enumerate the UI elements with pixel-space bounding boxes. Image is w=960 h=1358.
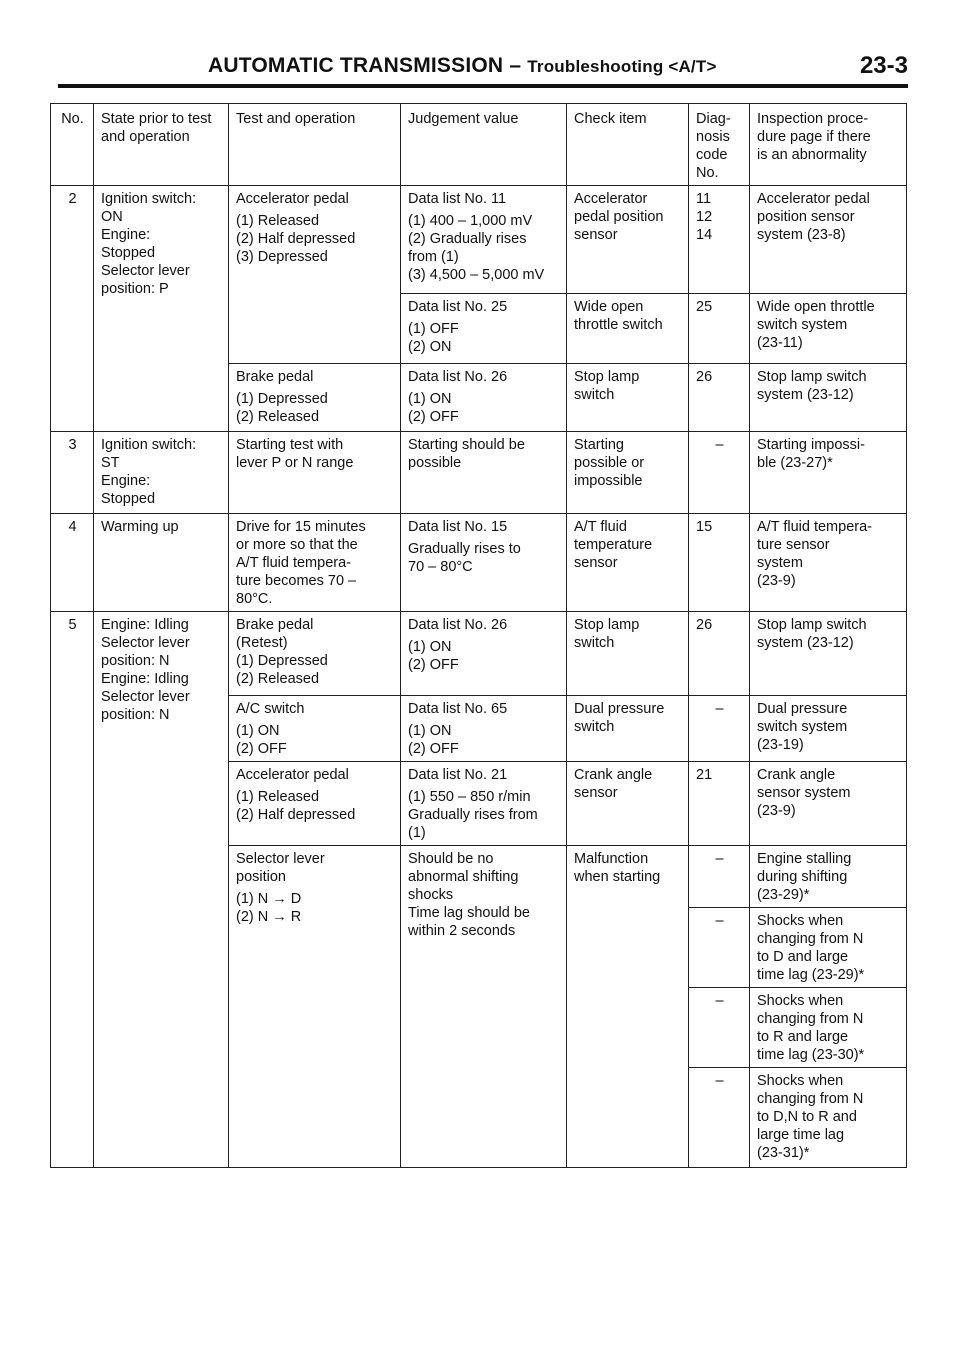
judgement-value-cell [401,762,567,846]
cell-line: Starting should be [408,437,525,453]
check-item-cell [567,612,689,696]
judgement-value-cell [401,846,567,1168]
cell-line: Accelerator pedal [236,767,349,783]
check-item-cell [567,294,689,364]
cell-line: 25 [696,299,713,315]
title-main: AUTOMATIC TRANSMISSION [208,54,504,77]
cell-line: (23-31)* [757,1145,810,1161]
cell-line: throttle switch [574,317,663,333]
cell-line: (23-29)* [757,887,810,903]
cell-line: Data list No. 65 [408,701,508,717]
cell-line: Data list No. 26 [408,617,508,633]
cell-line: (2) OFF [236,741,287,757]
cell-line: Accelerator [574,191,648,207]
column-header-check-item [567,104,689,186]
troubleshooting-table [50,103,907,1168]
cell-line: Ignition switch: [101,437,197,453]
test-operation-cell [229,612,401,696]
cell-line: changing from N [757,1011,864,1027]
cell-line: ST [101,455,120,471]
column-header-no: No. [51,104,94,186]
inspection-page-cell [750,612,907,696]
cell-line: (1) Depressed [236,391,328,407]
inspection-page-cell [750,1068,907,1168]
cell-line: Gradually rises to [408,541,521,557]
cell-line: switch [574,719,615,735]
test-operation-cell [229,762,401,846]
cell-line: to D,N to R and [757,1109,857,1125]
row-number: 5 [51,612,94,1168]
cell-line: Selector lever [101,689,190,705]
cell-line: Starting impossi- [757,437,865,453]
cell-line: 11 [696,191,712,207]
check-item-cell [567,514,689,612]
row-number: 4 [51,514,94,612]
cell-line: during shifting [757,869,848,885]
cell-line: Crank angle [757,767,836,783]
cell-line: Time lag should be [408,905,530,921]
cell-line: – [715,913,724,929]
cell-line: A/T fluid tempera- [236,555,351,571]
cell-line: A/T fluid tempera- [757,519,872,535]
cell-line: possible [408,455,462,471]
cell-line: (2) ON [408,339,452,355]
diagnosis-code-cell [689,364,750,432]
cell-line: to R and large [757,1029,849,1045]
test-operation-cell [229,186,401,364]
cell-line: (2) OFF [408,409,459,425]
cell-line: 26 [696,369,713,385]
cell-line: ture sensor [757,537,830,553]
cell-line: Engine: [101,473,151,489]
cell-line: Data list No. 25 [408,299,508,315]
cell-line: nosis [696,129,730,145]
cell-line: (2) Gradually rises [408,231,527,247]
cell-line: Judgement value [408,111,519,127]
diagnosis-code-cell [689,696,750,762]
cell-line: temperature [574,537,653,553]
judgement-value-cell [401,186,567,294]
cell-line: (1) OFF [408,321,459,337]
cell-line: lever P or N range [236,455,354,471]
cell-line: (1) ON [408,391,452,407]
cell-line: position: P [101,281,169,297]
cell-line: (3) Depressed [236,249,328,265]
cell-line: Data list No. 11 [408,191,507,207]
cell-line: Diag- [696,111,731,127]
inspection-page-cell [750,294,907,364]
cell-line: (2) Half depressed [236,231,356,247]
page-title [208,54,717,78]
diagnosis-code-cell [689,294,750,364]
cell-line: within 2 seconds [408,923,516,939]
cell-line: Engine: Idling [101,617,189,633]
cell-line: (2) Released [236,671,320,687]
cell-line: large time lag [757,1127,845,1143]
cell-line: Wide open [574,299,644,315]
cell-line: Selector lever [101,263,190,279]
table-row [51,432,907,514]
cell-line: when starting [574,869,661,885]
diagnosis-code-cell [689,612,750,696]
diagnosis-code-cell [689,988,750,1068]
diagnosis-code-cell [689,432,750,514]
cell-line: (1) ON [408,723,452,739]
cell-line: time lag (23-30)* [757,1047,865,1063]
check-item-cell [567,846,689,1168]
cell-line: Accelerator pedal [757,191,870,207]
cell-line: 14 [696,227,713,243]
cell-line: (2) OFF [408,741,459,757]
diagnosis-code-cell [689,908,750,988]
test-operation-cell [229,696,401,762]
cell-line: Starting [574,437,624,453]
title-subtitle: Troubleshooting <A/T> [527,57,717,76]
check-item-cell [567,696,689,762]
cell-line: sensor [574,555,618,571]
table-row [51,186,907,294]
header-row [51,104,907,186]
cell-line: – [715,1073,724,1089]
cell-line: dure page if there [757,129,871,145]
row-number: 3 [51,432,94,514]
test-operation-cell [229,514,401,612]
cell-line: shocks [408,887,454,903]
cell-line: (23-11) [757,335,803,351]
cell-line: position [236,869,286,885]
cell-line: system [757,555,803,571]
column-header-test [229,104,401,186]
cell-line: switch system [757,719,848,735]
cell-line: Should be no [408,851,494,867]
inspection-page-cell [750,364,907,432]
column-header-inspection-page [750,104,907,186]
check-item-cell [567,186,689,294]
cell-line: Dual pressure [757,701,848,717]
cell-line: switch system [757,317,848,333]
cell-line: system (23-8) [757,227,846,243]
diagnosis-code-cell [689,514,750,612]
judgement-value-cell [401,432,567,514]
state-prior-cell [94,432,229,514]
cell-line: ON [101,209,123,225]
cell-line: (1) Released [236,789,320,805]
cell-line: possible or [574,455,645,471]
state-prior-cell [94,514,229,612]
cell-line: code [696,147,728,163]
judgement-value-cell [401,514,567,612]
cell-line: Engine: [101,227,151,243]
page-header [58,50,908,90]
cell-line: from (1) [408,249,459,265]
inspection-page-cell [750,696,907,762]
cell-line: (23-19) [757,737,804,753]
cell-line: – [715,851,724,867]
cell-line: system (23-12) [757,635,854,651]
cell-line: sensor [574,785,618,801]
state-prior-cell [94,186,229,432]
table-row [51,514,907,612]
row-number: 2 [51,186,94,432]
diagnosis-code-cell [689,846,750,908]
table-row [51,612,907,696]
cell-line: (23-9) [757,803,796,819]
cell-line: (3) 4,500 – 5,000 mV [408,267,545,283]
cell-line: – [715,701,724,717]
cell-line: – [715,993,724,1009]
cell-line: (2) N → R [236,909,302,925]
title-separator: – [503,54,528,77]
inspection-page-cell [750,762,907,846]
cell-line: Data list No. 15 [408,519,508,535]
cell-line: 70 – 80°C [408,559,473,575]
cell-line: No. [696,165,719,181]
cell-line: Shocks when [757,1073,844,1089]
cell-line: (2) OFF [408,657,459,673]
cell-line: Stopped [101,245,156,261]
test-operation-cell [229,432,401,514]
cell-line: (1) Depressed [236,653,328,669]
cell-line: (1) N → D [236,891,302,907]
inspection-page-cell [750,432,907,514]
column-header-judgement [401,104,567,186]
cell-line: Stop lamp switch [757,617,867,633]
cell-line: Data list No. 26 [408,369,508,385]
cell-line: Engine stalling [757,851,852,867]
cell-line: (2) Released [236,409,320,425]
check-item-cell [567,762,689,846]
cell-line: (1) [408,825,426,841]
cell-line: (1) ON [408,639,452,655]
cell-line: or more so that the [236,537,358,553]
cell-line: Stop lamp [574,617,640,633]
cell-line: pedal position [574,209,664,225]
cell-line: is an abnormality [757,147,867,163]
column-header-state [94,104,229,186]
cell-line: Dual pressure [574,701,665,717]
cell-line: system (23-12) [757,387,854,403]
cell-line: impossible [574,473,643,489]
cell-line: (23-9) [757,573,796,589]
cell-line: ture becomes 70 – [236,573,357,589]
cell-line: 21 [696,767,713,783]
test-operation-cell [229,846,401,1168]
cell-line: and operation [101,129,190,145]
cell-line: Stop lamp switch [757,369,867,385]
cell-line: changing from N [757,1091,864,1107]
cell-line: Inspection proce- [757,111,869,127]
cell-line: time lag (23-29)* [757,967,865,983]
check-item-cell [567,364,689,432]
cell-line: Data list No. 21 [408,767,508,783]
judgement-value-cell [401,612,567,696]
cell-line: Warming up [101,519,179,535]
cell-line: A/C switch [236,701,305,717]
inspection-page-cell [750,908,907,988]
cell-line: Brake pedal [236,617,314,633]
page-number: 23-3 [859,52,908,79]
cell-line: Malfunction [574,851,649,867]
cell-line: Shocks when [757,913,844,929]
cell-line: (2) Half depressed [236,807,356,823]
test-operation-cell [229,364,401,432]
cell-line: Shocks when [757,993,844,1009]
cell-line: – [715,437,724,453]
cell-line: to D and large [757,949,849,965]
cell-line: abnormal shifting [408,869,519,885]
cell-line: (1) 400 – 1,000 mV [408,213,533,229]
cell-line: Crank angle [574,767,653,783]
header-rule [58,84,908,88]
cell-line: Stopped [101,491,156,507]
cell-line: changing from N [757,931,864,947]
cell-line: 80°C. [236,591,273,607]
cell-line: Drive for 15 minutes [236,519,366,535]
cell-line: State prior to test [101,111,212,127]
judgement-value-cell [401,696,567,762]
cell-line: Brake pedal [236,369,314,385]
cell-line: 26 [696,617,713,633]
cell-line: (1) 550 – 850 r/min [408,789,531,805]
cell-line: Test and operation [236,111,356,127]
cell-line: Selector lever [236,851,325,867]
inspection-page-cell [750,514,907,612]
cell-line: sensor system [757,785,851,801]
check-item-cell [567,432,689,514]
cell-line: Check item [574,111,647,127]
diagnosis-code-cell [689,186,750,294]
cell-line: Wide open throttle [757,299,875,315]
cell-line: switch [574,387,615,403]
judgement-value-cell [401,294,567,364]
column-header-diagnosis-code [689,104,750,186]
cell-line: (1) ON [236,723,280,739]
cell-line: Selector lever [101,635,190,651]
cell-line: Engine: Idling [101,671,189,687]
cell-line: Ignition switch: [101,191,197,207]
cell-line: Stop lamp [574,369,640,385]
inspection-page-cell [750,186,907,294]
state-prior-cell [94,612,229,1168]
diagnosis-code-cell [689,762,750,846]
cell-line: sensor [574,227,618,243]
cell-line: switch [574,635,615,651]
cell-line: 15 [696,519,713,535]
judgement-value-cell [401,364,567,432]
cell-line: Accelerator pedal [236,191,349,207]
cell-line: (1) Released [236,213,320,229]
cell-line: 12 [696,209,713,225]
diagnosis-code-cell [689,1068,750,1168]
cell-line: Starting test with [236,437,344,453]
cell-line: ble (23-27)* [757,455,833,471]
inspection-page-cell [750,846,907,908]
cell-line: A/T fluid [574,519,627,535]
inspection-page-cell [750,988,907,1068]
cell-line: Gradually rises from [408,807,538,823]
cell-line: (Retest) [236,635,288,651]
cell-line: position: N [101,653,170,669]
cell-line: position sensor [757,209,855,225]
cell-line: position: N [101,707,170,723]
